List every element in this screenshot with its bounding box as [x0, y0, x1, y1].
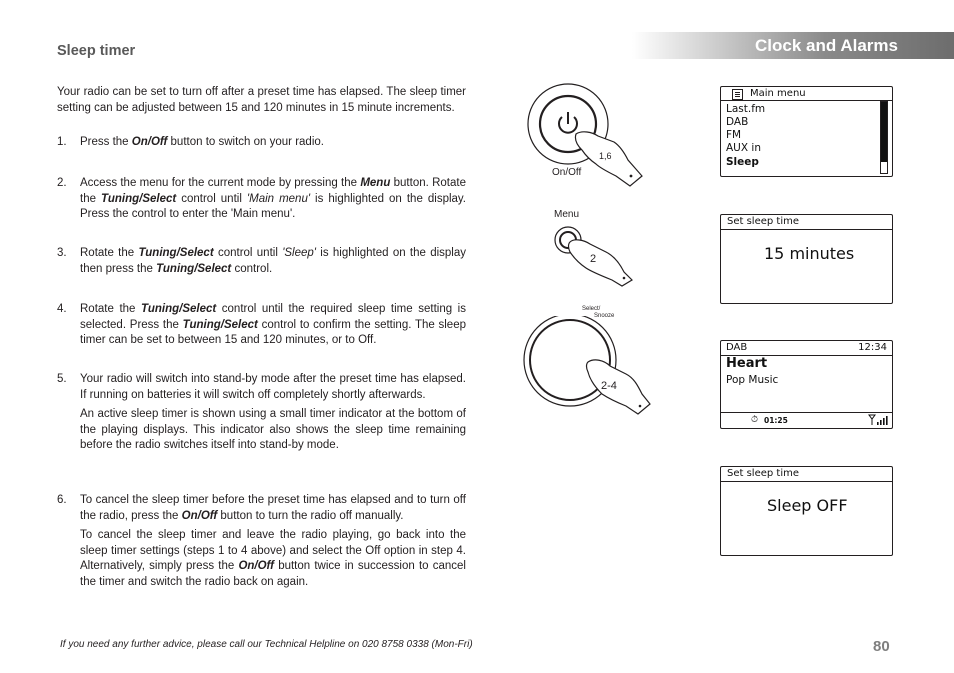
menu-label: Menu — [554, 209, 580, 220]
onoff-label: On/Off — [552, 167, 582, 178]
select-illustration — [518, 316, 658, 416]
screen-sleep-off — [720, 466, 893, 556]
onoff-steps-label: 1,6 — [599, 151, 612, 161]
chapter-title: Clock and Alarms — [755, 36, 898, 55]
step-2: 2. Access the menu for the current mode by pressing the Menu button. Rotate the Tuning/Select control until 'Main menu' is highlighted on the display. Press the control to enter the 'Main menu'. — [57, 177, 467, 220]
helpline-footer: If you need any further advice, please call our Technical Helpline on 020 8758 0338 (Mon-Fri) — [60, 639, 473, 650]
menu-item-fm: FM — [726, 129, 742, 141]
step-5: 5. Your radio will switch into stand-by mode after the preset time has elapsed. If running on batteries it will switch off completely shortly afterwards. An active sleep timer is shown using a small timer indicator at the bottom of the playing displays. This indicator also shows the sleep time remaining before the radio switches itself into stand-by mode. — [57, 373, 466, 451]
select-steps-label: 2-4 — [601, 380, 617, 392]
sleep-timer-icon: ⏱ — [751, 415, 759, 425]
station-info: Pop Music — [726, 374, 779, 386]
pointing-hand-icon — [569, 240, 633, 286]
menu-item-lastfm: Last.fm — [726, 103, 766, 115]
section-title: Sleep timer — [57, 43, 136, 59]
screen-playing — [720, 340, 893, 429]
clock-time: 12:34 — [858, 342, 887, 353]
step-6: 6. To cancel the sleep timer before the preset time has elapsed and to turn off the radio, press the On/Off button to turn the radio off manually. To cancel the sleep timer and leave the radio playing, go back into the sleep timer settings (steps 1 to 4 above) and select the Off option in step 4. Alternatively, simply press the On/Off button twice in succession to cancel the timer and switch the radio back on again. — [57, 494, 466, 588]
page-number: 80 — [873, 638, 890, 655]
intro-paragraph: Your radio can be set to turn off after a preset time has elapsed. The sleep timer setting can be adjusted between 15 and 120 minutes in 15 minute increments. — [57, 86, 466, 114]
screen-main-menu — [720, 86, 893, 177]
sleep-value: Sleep OFF — [767, 496, 848, 515]
header-bar — [632, 32, 954, 59]
menu-steps-label: 2 — [590, 253, 597, 265]
signal-strength-icon — [868, 414, 888, 426]
mode-label: DAB — [726, 342, 748, 353]
step-1: 1. Press the On/Off button to switch on your radio. — [57, 136, 324, 148]
select-label: Select/ Snooze — [582, 306, 615, 319]
station-name: Heart — [726, 356, 768, 371]
sleep-value: 15 minutes — [764, 244, 855, 263]
menu-list-icon — [732, 89, 743, 100]
scrollbar — [880, 101, 888, 174]
menu-item-sleep: Sleep — [726, 156, 759, 168]
step-4: 4. Rotate the Tuning/Select control until the required sleep time setting is selected. Press the Tuning/Select control to confirm the setting. The sleep timer can be set to between 15 and 120 minutes, or to Off. — [57, 303, 466, 346]
screen-sleep-15 — [720, 214, 893, 304]
pointing-hand-icon — [587, 360, 651, 414]
menu-item-dab: DAB — [726, 116, 749, 128]
onoff-illustration — [520, 80, 650, 190]
menu-item-aux: AUX in — [726, 142, 761, 154]
step-3: 3. Rotate the Tuning/Select control until 'Sleep' is highlighted on the display then press the Tuning/Select control. — [57, 247, 466, 275]
screen-title: Set sleep time — [727, 216, 800, 227]
screen-title: Main menu — [750, 88, 806, 99]
screen-title: Set sleep time — [727, 468, 800, 479]
menu-illustration — [550, 222, 640, 288]
sleep-remaining: 01:25 — [764, 416, 788, 425]
